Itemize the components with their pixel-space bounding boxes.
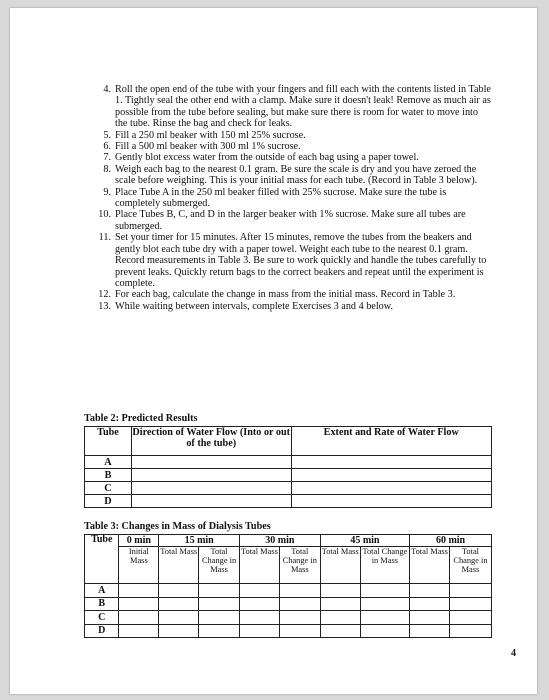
table-row [85, 469, 492, 482]
data-cell[interactable] [240, 611, 280, 625]
data-cell[interactable] [159, 624, 199, 638]
table-row [85, 456, 492, 469]
data-cell[interactable] [279, 597, 320, 611]
subheader-total-change: Total Change in Mass [279, 547, 320, 584]
data-cell[interactable] [159, 611, 199, 625]
step-item [92, 301, 492, 312]
step-item [92, 187, 492, 210]
step-item [92, 164, 492, 187]
step-text: For each bag, calculate the change in mass from the initial mass. Record in Table 3. [115, 289, 456, 301]
direction-cell[interactable] [131, 469, 291, 482]
document-page [10, 8, 537, 694]
data-cell[interactable] [320, 624, 360, 638]
row-label: C [85, 611, 119, 625]
extent-cell[interactable] [291, 456, 491, 469]
step-item [92, 209, 492, 232]
header-direction: Direction of Water Flow (Into or out of the tube) [131, 427, 291, 456]
step-text: Roll the open end of the tube with your fingers and fill each with the contents listed in Table 1. Tightly seal the other end with a clamp. Make sure it doesn't leak! Remove as much air as possible from the tube before sealing, but make sure there is room for water to move into the tube. Rinse the bag and check for leaks. [115, 84, 491, 130]
table-row [85, 584, 492, 598]
header-extent: Extent and Rate of Water Flow [291, 427, 491, 456]
row-label: D [85, 624, 119, 638]
step-text: Place Tube A in the 250 ml beaker filled with 25% sucrose. Make sure the tube is completely submerged. [115, 186, 447, 210]
time-header-row [85, 535, 492, 547]
step-text: Weigh each bag to the nearest 0.1 gram. Be sure the scale is dry and you have zeroed the scale before weighing. This is your initial mass for each tube. (Record in Table 3 below). [115, 163, 478, 187]
step-number: 4. [103, 84, 111, 95]
data-cell[interactable] [119, 584, 159, 598]
header-15min: 15 min [159, 535, 240, 547]
data-cell[interactable] [159, 597, 199, 611]
row-label: A [85, 456, 132, 469]
data-cell[interactable] [240, 597, 280, 611]
mass-changes-table [84, 534, 492, 638]
table-row [85, 597, 492, 611]
subheader-total-change: Total Change in Mass [199, 547, 240, 584]
procedure-steps [92, 84, 492, 312]
step-item [92, 232, 492, 289]
direction-cell[interactable] [131, 482, 291, 495]
step-number: 11. [98, 232, 111, 244]
step-number: 7. [103, 152, 111, 164]
step-number: 12. [98, 289, 111, 301]
row-label: C [85, 482, 132, 495]
step-item [92, 84, 492, 130]
data-cell[interactable] [320, 584, 360, 598]
step-number: 13. [98, 300, 111, 312]
header-45min: 45 min [320, 535, 409, 547]
step-number: 5. [103, 129, 111, 141]
subheader-total-change: Total Change in Mass [449, 547, 491, 584]
data-cell[interactable] [119, 624, 159, 638]
data-cell[interactable] [410, 597, 450, 611]
extent-cell[interactable] [291, 495, 491, 508]
table-row [85, 482, 492, 495]
data-cell[interactable] [240, 584, 280, 598]
step-number: 6. [103, 141, 111, 153]
step-item [92, 141, 492, 152]
header-60min: 60 min [410, 535, 492, 547]
data-cell[interactable] [119, 597, 159, 611]
subheader-total-mass: Total Mass [320, 547, 360, 584]
sub-header-row [85, 547, 492, 584]
table2-caption: Table 2: Predicted Results [84, 413, 198, 424]
row-label: B [85, 597, 119, 611]
subheader-total-mass: Total Mass [240, 547, 280, 584]
step-text: Set your timer for 15 minutes. After 15 minutes, remove the tubes from the beakers and gently blot each tube dry with a paper towel. Weight each tube to the nearest 0.1 gram. Record measurements in Table 3. Be sure to work quickly and handle the tubes carefully to prevent leaks. Quickly return bags to the correct beakers and repeat until the experiment is complete. [115, 232, 487, 289]
data-cell[interactable] [360, 624, 410, 638]
data-cell[interactable] [360, 597, 410, 611]
data-cell[interactable] [199, 584, 240, 598]
table3-caption: Table 3: Changes in Mass of Dialysis Tubes [84, 521, 271, 532]
table-row [85, 624, 492, 638]
step-text: Gently blot excess water from the outside of each bag using a paper towel. [115, 152, 419, 164]
header-30min: 30 min [240, 535, 321, 547]
direction-cell[interactable] [131, 495, 291, 508]
data-cell[interactable] [119, 611, 159, 625]
data-cell[interactable] [320, 597, 360, 611]
data-cell[interactable] [240, 624, 280, 638]
table-row [85, 495, 492, 508]
row-label: B [85, 469, 132, 482]
data-cell[interactable] [199, 611, 240, 625]
step-number: 10. [98, 209, 111, 221]
data-cell[interactable] [279, 611, 320, 625]
data-cell[interactable] [159, 584, 199, 598]
data-cell[interactable] [410, 611, 450, 625]
subheader-total-mass: Total Mass [410, 547, 450, 584]
step-text: Fill a 250 ml beaker with 150 ml 25% sucrose. [115, 129, 306, 141]
step-item [92, 152, 492, 163]
page-number: 4 [511, 648, 516, 659]
subheader-initial-mass: Initial Mass [119, 547, 159, 584]
data-cell[interactable] [199, 624, 240, 638]
step-text: While waiting between intervals, complete Exercises 3 and 4 below. [115, 300, 393, 312]
header-tube: Tube [85, 535, 119, 584]
data-cell[interactable] [279, 624, 320, 638]
direction-cell[interactable] [131, 456, 291, 469]
extent-cell[interactable] [291, 469, 491, 482]
data-cell[interactable] [320, 611, 360, 625]
table-row [85, 611, 492, 625]
row-label: D [85, 495, 132, 508]
step-text: Place Tubes B, C, and D in the larger beaker with 1% sucrose. Make sure all tubes are submerged. [115, 209, 466, 232]
data-cell[interactable] [360, 584, 410, 598]
data-cell[interactable] [449, 597, 491, 611]
step-item [92, 289, 492, 300]
step-number: 9. [103, 186, 111, 198]
step-number: 8. [103, 163, 111, 175]
row-label: A [85, 584, 119, 598]
data-cell[interactable] [410, 584, 450, 598]
data-cell[interactable] [360, 611, 410, 625]
data-cell[interactable] [410, 624, 450, 638]
data-cell[interactable] [449, 611, 491, 625]
header-0min: 0 min [119, 535, 159, 547]
data-cell[interactable] [279, 584, 320, 598]
data-cell[interactable] [449, 584, 491, 598]
predicted-results-table [84, 426, 492, 508]
data-cell[interactable] [199, 597, 240, 611]
step-text: Fill a 500 ml beaker with 300 ml 1% sucrose. [115, 141, 301, 153]
header-tube: Tube [85, 427, 132, 456]
subheader-total-change: Total Change in Mass [360, 547, 410, 584]
subheader-total-mass: Total Mass [159, 547, 199, 584]
data-cell[interactable] [449, 624, 491, 638]
table-header-row [85, 427, 492, 456]
step-item [92, 130, 492, 141]
extent-cell[interactable] [291, 482, 491, 495]
